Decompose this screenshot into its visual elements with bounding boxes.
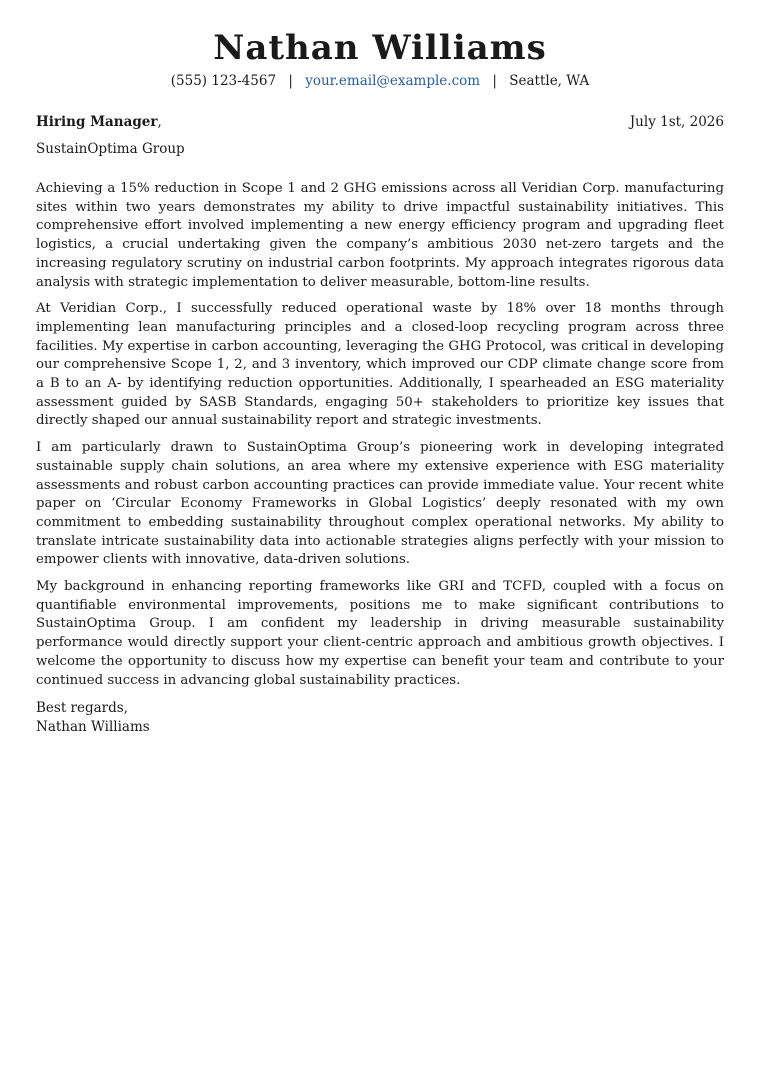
- body-paragraph: Achieving a 15% reduction in Scope 1 and 2 GHG emissions across all Veridian Corp. manufacturing sites within two years demonstrates my ability to drive impactful sustainability initiatives. This comprehensive effort involved implementing a new energy efficiency program and upgrading fleet logistics, a crucial undertaking given the company’s ambitious 2030 net-zero targets and the increasing regulatory scrutiny on industrial carbon footprints. My approach integrates rigorous data analysis with strategic implementation to deliver measurable, bottom-line results.: [36, 181, 724, 290]
- body-paragraph: My background in enhancing reporting frameworks like GRI and TCFD, coupled with a focus on quantifiable environmental improvements, positions me to make significant contributions to SustainOptima Group. I am confident my leadership in driving measurable sustainability performance would directly support your client-centric approach and ambitious growth objectives. I welcome the opportunity to discuss how my expertise can benefit your team and contribute to your continued success in advancing global sustainability practices.: [36, 579, 724, 688]
- recipient-name: Hiring Manager: [36, 114, 158, 130]
- closing-block: [36, 699, 724, 736]
- recipient-suffix: ,: [157, 114, 162, 130]
- letter-body: [36, 180, 724, 690]
- body-paragraph: At Veridian Corp., I successfully reduced operational waste by 18% over 18 months through implementing lean manufacturing principles and a closed-loop recycling program across three facilities. My expertise in carbon accounting, leveraging the GHG Protocol, was critical in developing our comprehensive Scope 1, 2, and 3 inventory, which improved our CDP climate change score from a B to an A- by identifying reduction opportunities. Additionally, I spearheaded an ESG materiality assessment guided by SASB Standards, engaging 50+ stakeholders to prioritize key issues that directly shaped our annual sustainability report and strategic investments.: [36, 301, 724, 429]
- recipient-date-row: [36, 113, 724, 131]
- closing-phrase: Best regards,: [36, 700, 129, 717]
- applicant-name: Nathan Williams: [213, 28, 547, 68]
- signature-name: Nathan Williams: [36, 718, 150, 735]
- email-link[interactable]: your.email@example.com: [305, 73, 481, 89]
- letter-date: July 1st, 2026: [629, 114, 724, 130]
- body-paragraph: I am particularly drawn to SustainOptima Group’s pioneering work in developing integrated sustainable supply chain solutions, an area where my extensive experience with ESG materiality assessments and robust carbon accounting practices can provide immediate value. Your recent white paper on ‘Circular Economy Frameworks in Global Logistics’ deeply resonated with my own commitment to embedding sustainability throughout complex operational networks. My ability to translate intricate sustainability data into actionable strategies aligns perfectly with your mission to empower clients with innovative, data-driven solutions.: [36, 440, 724, 568]
- contact-separator: |: [492, 73, 497, 89]
- company-name: SustainOptima Group: [36, 141, 185, 157]
- phone-number: (555) 123-4567: [170, 73, 277, 89]
- recipient: [36, 113, 162, 131]
- contact-separator: |: [288, 73, 293, 89]
- contact-line: [36, 72, 724, 90]
- location: Seattle, WA: [509, 73, 590, 89]
